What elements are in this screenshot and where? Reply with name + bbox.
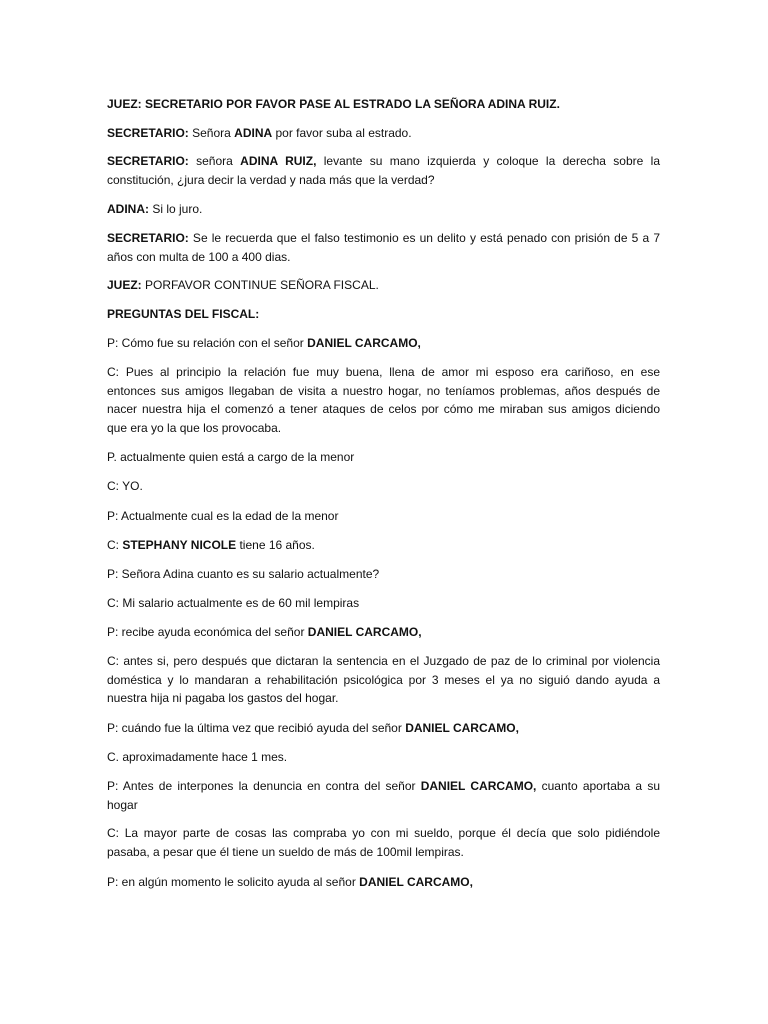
paragraph-line [107,623,660,642]
text-run: P: recibe ayuda económica del señor [107,625,308,639]
text-run: C. aproximadamente hace 1 mes. [107,750,288,764]
transcript-paragraph [107,536,660,555]
transcript-paragraph [107,507,660,526]
text-run: señora [188,154,241,168]
text-run: C: La mayor parte de cosas las compraba yo con mi sueldo, porque él decía que solo pidiéndole [107,826,660,840]
text-run: pasaba, a pesar que él tiene un sueldo de más de 100mil lempiras. [107,844,464,859]
transcript-paragraph [107,477,660,496]
transcript-paragraph [107,95,660,114]
text-run: nuestra hija ni pagaba los gastos del hogar. [107,691,339,705]
text-run: Se le recuerda que el falso testimonio es un delito y está penado con prisión de 5 a 7 [188,231,660,245]
paragraph-line [107,171,660,190]
bold-text: DANIEL CARCAMO, [307,336,421,350]
text-run: P. actualmente quien está a cargo de la menor [107,450,355,464]
transcript-paragraph [107,229,660,266]
text-run: P: Cómo fue su relación con el señor [107,336,308,350]
text-run: constitución, ¿jura decir la verdad y nada más que la verdad? [107,172,435,187]
paragraph-line [107,507,660,526]
paragraph-line [107,200,660,219]
bold-text: DANIEL CARCAMO, [307,625,422,639]
transcript-paragraph [107,200,660,219]
text-run: P: cuándo fue la última vez que recibió ayuda del señor [107,721,406,735]
transcript-paragraph [107,719,660,738]
text-run: Si lo juro. [149,202,203,216]
text-run: levante su mano izquierda y coloque la derecha sobre la [316,154,661,168]
paragraph-line [107,565,660,584]
transcript-paragraph [107,565,660,584]
paragraph-line [107,748,660,767]
paragraph-line [107,334,660,353]
bold-text: JUEZ: SECRETARIO POR FAVOR PASE AL ESTRADO LA SEÑORA ADINA RUIZ. [107,97,560,111]
bold-text: SECRETARIO: [107,231,189,245]
paragraph-line [107,536,660,555]
text-run: C: antes si, pero después que dictaran la sentencia en el Juzgado de paz de lo criminal por violencia [107,654,660,668]
transcript-paragraph [107,363,660,437]
text-run: PORFAVOR CONTINUE SEÑORA FISCAL. [141,278,379,292]
text-run: C: Pues al principio la relación fue muy buena, llena de amor mi esposo era cariñoso, en ese [107,365,660,379]
transcript-paragraph [107,777,660,814]
transcript-paragraph [107,152,660,189]
paragraph-line [107,719,660,738]
bold-text: DANIEL CARCAMO, [405,721,519,735]
transcript-paragraph [107,124,660,143]
paragraph-line [107,229,660,248]
text-run: que era yo la que los provocaba. [107,420,282,435]
paragraph-line [107,95,660,114]
text-run: Señora [188,126,235,140]
text-run: P: en algún momento le solicito ayuda al señor [107,875,360,889]
bold-text: PREGUNTAS DEL FISCAL: [107,307,260,321]
paragraph-line [107,419,660,438]
transcript-paragraph [107,305,660,324]
paragraph-line [107,824,660,843]
paragraph-line [107,594,660,613]
text-run: tiene 16 años. [236,538,315,552]
bold-text: ADINA: [107,202,149,216]
text-run: años con multa de 100 a 400 dias. [107,249,291,264]
paragraph-line [107,448,660,467]
text-run: P: Actualmente cual es la edad de la menor [107,509,339,523]
text-run: cuanto aportaba a su [536,779,660,793]
bold-text: DANIEL CARCAMO, [359,875,473,889]
transcript-paragraph [107,652,660,708]
text-run: doméstica y lo mandaran a rehabilitación psicológica por 3 meses el ya no siguió dando ayuda a [107,672,660,687]
transcript-paragraph [107,448,660,467]
bold-text: ADINA [234,126,273,140]
paragraph-line [107,305,660,324]
text-run: C: [107,538,123,552]
paragraph-line [107,689,660,708]
text-run: por favor suba al estrado. [272,126,412,140]
bold-text: DANIEL CARCAMO, [420,779,537,793]
bold-text: SECRETARIO: [107,126,189,140]
paragraph-line [107,777,660,796]
paragraph-line [107,796,660,815]
paragraph-line [107,276,660,295]
transcript-paragraph [107,594,660,613]
transcript-paragraph [107,873,660,892]
paragraph-line [107,248,660,267]
transcript-paragraph [107,824,660,861]
paragraph-line [107,671,660,690]
transcript-paragraph [107,748,660,767]
text-run: P: Señora Adina cuanto es su salario actualmente? [107,567,380,581]
paragraph-line [107,382,660,401]
bold-text: ADINA RUIZ, [240,154,317,168]
text-run: entonces sus amigos llegaban de visita a nuestro hogar, no teníamos problemas, años después de [107,383,660,398]
transcript-paragraph [107,334,660,353]
paragraph-line [107,843,660,862]
paragraph-line [107,652,660,671]
bold-text: SECRETARIO: [107,154,189,168]
paragraph-line [107,873,660,892]
text-run: C: Mi salario actualmente es de 60 mil lempiras [107,596,360,610]
text-run: nacer nuestra hija el comenzó a tener ataques de celos por cómo me miraban sus amigos diciendo [107,402,660,416]
bold-text: JUEZ: [107,278,142,292]
paragraph-line [107,477,660,496]
paragraph-line [107,124,660,143]
text-run: P: Antes de interpones la denuncia en contra del señor [107,779,421,793]
paragraph-line [107,152,660,171]
transcript-paragraph [107,276,660,295]
bold-text: STEPHANY NICOLE [122,538,237,552]
text-run: C: YO. [107,479,143,493]
paragraph-line [107,400,660,419]
paragraph-line [107,363,660,382]
transcript-paragraph [107,623,660,642]
text-run: hogar [107,797,138,812]
